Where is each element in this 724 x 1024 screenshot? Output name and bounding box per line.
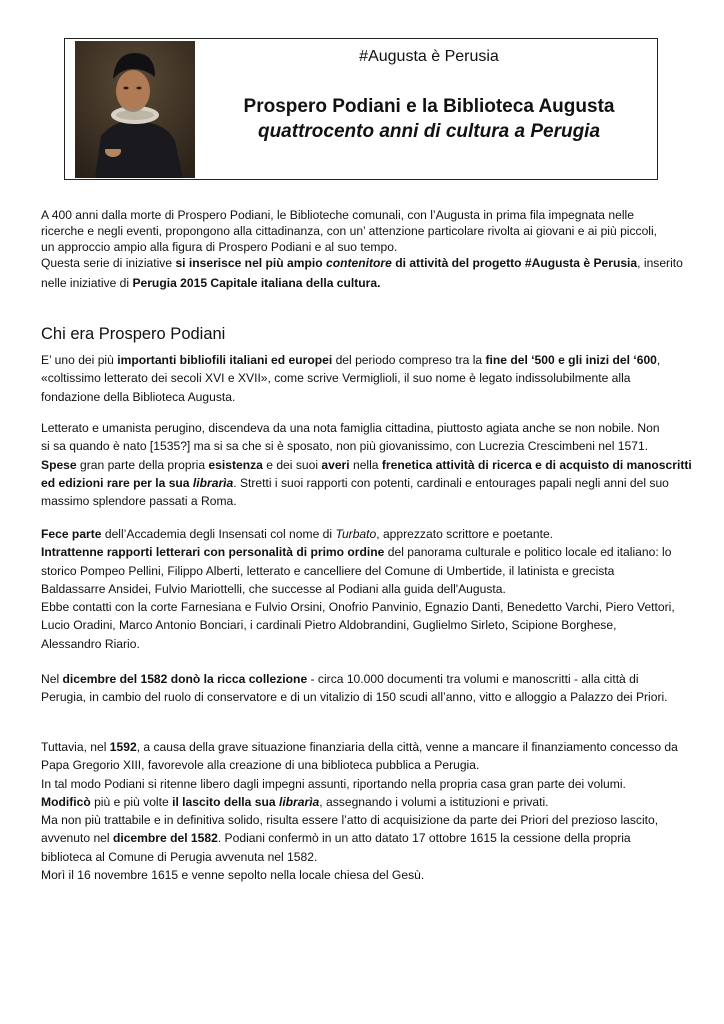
text-line: Nel dicembre del 1582 donò la ricca collezione - circa 10.000 documenti tra volumi e manoscritti - alla città di xyxy=(41,672,639,686)
text-line: Baldassarre Ansidei, Fulvio Mariottelli, che successe al Podiani alla guida dell'Augusta. xyxy=(41,581,506,596)
text-line: fondazione della Biblioteca Augusta. xyxy=(41,389,236,404)
title-subtitle: quattrocento anni di cultura a Perugia xyxy=(257,121,601,142)
portrait-image xyxy=(75,41,195,178)
text-line: Letterato e umanista perugino, discendeva da una nota famiglia cittadina, piuttosto agiata anche se non nobile. Non xyxy=(41,421,660,435)
text-line: ed edizioni rare per la sua librarìa. Stretti i suoi rapporti con potenti, cardinali e entourages papali negli anni del suo xyxy=(41,475,669,490)
text-line: storico Pompeo Pellini, Filippo Alberti, letterato e cancelliere del Comune di Umbertide, il latinista e grecista xyxy=(41,563,615,578)
text-line: avvenuto nel dicembre del 1582. Podiani confermò in un atto datato 17 ottobre 1615 la cessione della propria xyxy=(41,831,631,846)
intro-line: Questa serie di iniziative si inserisce nel più ampio contenitore di attività del progetto #Augusta è Perusia, inserito xyxy=(41,256,683,270)
intro-line: A 400 anni dalla morte di Prospero Podiani, le Biblioteche comunali, con l’Augusta in prima fila impegnata nelle xyxy=(41,208,634,222)
header-box xyxy=(64,38,658,180)
paragraph-5 xyxy=(41,738,686,884)
intro-line: nelle iniziative di Perugia 2015 Capitale italiana della cultura. xyxy=(41,276,381,290)
text-line: Tuttavia, nel 1592, a causa della grave situazione finanziaria della città, venne a mancare il finanziamento concesso da xyxy=(41,740,678,754)
text-line: In tal modo Podiani si ritenne libero dagli impegni assunti, riportando nella propria casa gran parte dei volumi. xyxy=(41,776,626,791)
text-line: Morì il 16 novembre 1615 e venne sepolto nella locale chiesa del Gesù. xyxy=(41,868,425,883)
text-line: Papa Gregorio XIII, favorevole alla creazione di una biblioteca pubblica a Perugia. xyxy=(41,758,480,773)
text-line: Alessandro Riario. xyxy=(41,636,140,651)
text-line: E’ uno dei più importanti bibliofili italiani ed europei del periodo compreso tra la fine del ‘500 e gli inizi del ‘600, xyxy=(41,353,661,367)
section-title: Chi era Prospero Podiani xyxy=(41,325,226,343)
title-main: Prospero Podiani e la Biblioteca Augusta xyxy=(243,96,615,117)
text-line: Lucio Oradini, Marco Antonio Bonciari, i cardinali Pietro Aldobrandini, Guglielmo Sirleto, Scipione Borghese, xyxy=(41,618,617,633)
text-line: Ma non più trattabile e in definitiva solido, risulta essere l’atto di acquisizione da parte dei Priori del prezioso lascito, xyxy=(41,813,659,828)
text-line: «coltissimo letterato dei secoli XVI e XVII», come scrive Vermiglioli, il suo nome è legato indissolubilmente alla xyxy=(41,371,631,386)
text-line: Ebbe contatti con la corte Farnesiana e Fulvio Orsini, Onofrio Panvinio, Egnazio Danti, Benedetto Varchi, Piero Vettori, xyxy=(41,600,675,615)
text-line: Intrattenne rapporti letterari con personalità di primo ordine del panorama culturale e politico locale ed italiano: lo xyxy=(41,545,672,560)
paragraph-1 xyxy=(41,351,686,406)
intro-paragraph xyxy=(41,207,686,292)
text-line: Perugia, in cambio del ruolo di conservatore e di un vitalizio di 150 scudi all’anno, vitto e alloggio a Palazzo dei Priori. xyxy=(41,690,668,705)
text-line: biblioteca al Comune di Perugia avvenuta nel 1582. xyxy=(41,849,318,864)
paragraph-4 xyxy=(41,670,686,707)
header-tag: #Augusta è Perusia xyxy=(359,48,499,65)
text-line: Spese gran parte della propria esistenza e dei suoi averi nella frenetica attività di ricerca e di acquisto di manoscritti xyxy=(41,457,692,472)
intro-line: ricerche e negli eventi, propongono alla cittadinanza, con un’ attenzione particolare rivolta ai giovani e ai più piccoli, xyxy=(41,224,658,238)
page-title xyxy=(195,94,663,144)
paragraph-2 xyxy=(41,419,692,510)
text-line: Modificò più e più volte il lascito della sua librarìa, assegnando i volumi a istituzioni e privati. xyxy=(41,794,549,809)
text-line: si sa quando è nato [1535?] ma si sa che si è sposato, non più giovanissimo, con Lucrezia Crescimbeni nel 1571. xyxy=(41,439,649,454)
paragraph-3 xyxy=(41,525,686,653)
intro-line: un approccio ampio alla figura di Prospero Podiani e al suo tempo. xyxy=(41,240,398,254)
text-line: massimo splendore passati a Roma. xyxy=(41,494,237,509)
text-line: Fece parte dell’Accademia degli Insensati col nome di Turbato, apprezzato scrittore e poetante. xyxy=(41,527,554,541)
